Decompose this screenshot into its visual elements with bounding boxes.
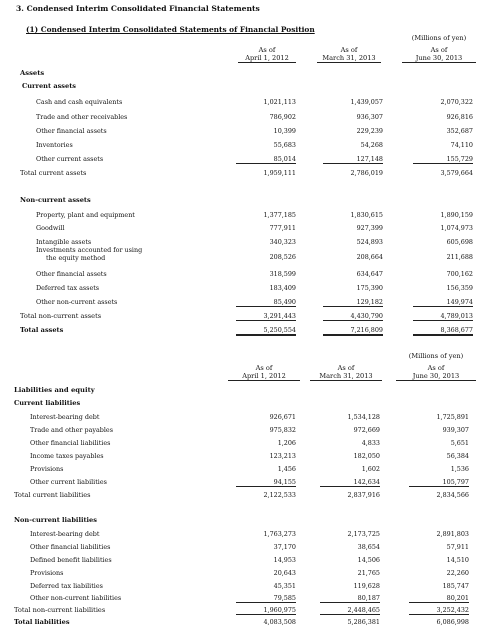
row-value: 927,399 xyxy=(356,224,383,232)
row-value: 211,688 xyxy=(446,253,473,261)
row-value: 85,014 xyxy=(236,155,296,164)
total-noncurrent-liabilities-value: 1,960,975 xyxy=(236,606,296,615)
unit-note-liabilities: (Millions of yen) xyxy=(408,352,464,360)
row-value: 4,833 xyxy=(361,439,380,447)
row-label: Deferred tax liabilities xyxy=(30,582,103,590)
column-header-april-2012: As of April 1, 2012 xyxy=(238,46,296,63)
row-value: 74,110 xyxy=(450,141,473,149)
row-value: 155,729 xyxy=(413,155,473,164)
row-value: 80,187 xyxy=(320,594,380,603)
column-header-june-2013: As of June 30, 2013 xyxy=(396,364,476,381)
column-header-march-2013: As of March 31, 2013 xyxy=(317,46,381,63)
liabilities-equity-heading: Liabilities and equity xyxy=(14,386,95,394)
row-value: 94,155 xyxy=(236,478,296,487)
total-current-assets-value: 1,959,111 xyxy=(263,169,296,177)
column-header-march-2013: As of March 31, 2013 xyxy=(310,364,382,381)
total-noncurrent-assets-label: Total non-current assets xyxy=(20,312,102,320)
unit-note: (Millions of yen) xyxy=(411,34,467,42)
row-value: 129,182 xyxy=(323,298,383,307)
total-assets-value: 5,250,554 xyxy=(236,326,296,336)
row-value: 123,213 xyxy=(269,452,296,460)
row-value: 79,585 xyxy=(236,594,296,603)
row-label: Property, plant and equipment xyxy=(36,211,135,219)
row-value: 156,359 xyxy=(446,284,473,292)
assets-heading: Assets xyxy=(20,69,45,77)
row-label: Defined benefit liabilities xyxy=(30,556,112,564)
row-value: 5,651 xyxy=(450,439,469,447)
total-current-liabilities-value: 2,122,533 xyxy=(263,491,296,499)
row-value: 318,599 xyxy=(269,270,296,278)
row-value: 975,832 xyxy=(269,426,296,434)
total-noncurrent-liabilities-label: Total non-current liabilities xyxy=(14,606,106,614)
row-label: Provisions xyxy=(30,569,64,577)
row-value: 352,687 xyxy=(446,127,473,135)
row-value: 1,377,185 xyxy=(263,211,296,219)
row-value: 1,890,159 xyxy=(440,211,473,219)
row-value: 1,456 xyxy=(277,465,296,473)
noncurrent-liabilities-heading: Non-current liabilities xyxy=(14,516,97,524)
column-header-june-2013: As of June 30, 2013 xyxy=(402,46,476,63)
total-assets-label: Total assets xyxy=(20,326,64,334)
row-label: Goodwill xyxy=(36,224,65,232)
noncurrent-assets-heading: Non-current assets xyxy=(20,196,91,204)
row-label: Other current assets xyxy=(36,155,104,163)
row-label: Other financial assets xyxy=(36,270,107,278)
row-value: 605,698 xyxy=(446,238,473,246)
total-liabilities-value: 4,083,508 xyxy=(263,618,296,626)
row-label: Other non-current liabilities xyxy=(30,594,122,602)
row-label-continued: the equity method xyxy=(46,254,106,262)
row-label: Inventories xyxy=(36,141,73,149)
row-value: 1,206 xyxy=(277,439,296,447)
row-value: 38,654 xyxy=(357,543,380,551)
row-value: 2,070,322 xyxy=(440,98,473,106)
row-label: Intangible assets xyxy=(36,238,92,246)
total-liabilities-label: Total liabilities xyxy=(14,618,70,626)
row-value: 208,526 xyxy=(269,253,296,261)
total-noncurrent-assets-value: 3,291,443 xyxy=(236,312,296,321)
current-liabilities-heading: Current liabilities xyxy=(14,399,81,407)
row-label: Other non-current assets xyxy=(36,298,118,306)
row-label: Deferred tax assets xyxy=(36,284,100,292)
row-value: 182,050 xyxy=(353,452,380,460)
total-current-assets-label: Total current assets xyxy=(20,169,87,177)
total-noncurrent-assets-value: 4,789,013 xyxy=(413,312,473,321)
row-value: 20,643 xyxy=(273,569,296,577)
row-value: 524,893 xyxy=(356,238,383,246)
total-noncurrent-liabilities-value: 2,448,465 xyxy=(320,606,380,615)
row-value: 175,390 xyxy=(356,284,383,292)
row-value: 926,816 xyxy=(446,113,473,121)
row-value: 634,647 xyxy=(356,270,383,278)
row-value: 1,439,057 xyxy=(350,98,383,106)
total-assets-value: 7,216,809 xyxy=(323,326,383,336)
row-value: 127,148 xyxy=(323,155,383,164)
row-value: 229,239 xyxy=(356,127,383,135)
row-value: 1,074,973 xyxy=(440,224,473,232)
row-label: Investments accounted for using xyxy=(36,246,143,254)
total-current-assets-value: 3,579,664 xyxy=(440,169,473,177)
row-value: 14,506 xyxy=(357,556,380,564)
section-title: 3. Condensed Interim Consolidated Financial Statements xyxy=(16,4,260,13)
row-value: 939,307 xyxy=(442,426,469,434)
row-value: 1,602 xyxy=(361,465,380,473)
row-label: Other current liabilities xyxy=(30,478,107,486)
total-current-liabilities-label: Total current liabilities xyxy=(14,491,91,499)
row-value: 2,173,725 xyxy=(347,530,380,538)
row-value: 183,409 xyxy=(269,284,296,292)
row-value: 45,351 xyxy=(273,582,296,590)
row-value: 1,725,891 xyxy=(436,413,469,421)
row-value: 936,307 xyxy=(356,113,383,121)
row-value: 105,797 xyxy=(409,478,469,487)
row-label: Income taxes payables xyxy=(30,452,104,460)
row-value: 340,323 xyxy=(269,238,296,246)
row-label: Trade and other receivables xyxy=(36,113,128,121)
row-label: Other financial liabilities xyxy=(30,543,111,551)
total-noncurrent-assets-value: 4,430,790 xyxy=(323,312,383,321)
row-value: 57,911 xyxy=(446,543,469,551)
row-value: 208,664 xyxy=(356,253,383,261)
row-value: 56,384 xyxy=(446,452,469,460)
row-value: 926,671 xyxy=(269,413,296,421)
row-value: 700,162 xyxy=(446,270,473,278)
row-value: 2,891,803 xyxy=(436,530,469,538)
row-value: 119,628 xyxy=(353,582,380,590)
row-label: Other financial assets xyxy=(36,127,107,135)
row-value: 85,490 xyxy=(236,298,296,307)
current-assets-heading: Current assets xyxy=(22,82,76,90)
row-value: 10,399 xyxy=(273,127,296,135)
row-label: Other financial liabilities xyxy=(30,439,111,447)
total-current-assets-value: 2,786,019 xyxy=(350,169,383,177)
row-value: 22,260 xyxy=(446,569,469,577)
total-liabilities-value: 6,086,998 xyxy=(436,618,469,626)
row-value: 1,021,113 xyxy=(263,98,296,106)
total-noncurrent-liabilities-value: 3,252,432 xyxy=(409,606,469,615)
row-value: 777,911 xyxy=(269,224,296,232)
column-header-april-2012: As of April 1, 2012 xyxy=(228,364,300,381)
row-value: 972,669 xyxy=(353,426,380,434)
row-value: 142,634 xyxy=(320,478,380,487)
row-value: 14,510 xyxy=(446,556,469,564)
row-label: Interest-bearing debt xyxy=(30,530,100,538)
row-label: Trade and other payables xyxy=(30,426,113,434)
row-value: 1,534,128 xyxy=(347,413,380,421)
row-value: 14,953 xyxy=(273,556,296,564)
row-value: 149,974 xyxy=(413,298,473,307)
row-value: 80,201 xyxy=(409,594,469,603)
row-value: 185,747 xyxy=(442,582,469,590)
subsection-title: (1) Condensed Interim Consolidated Statements of Financial Position xyxy=(26,25,315,34)
row-label: Interest-bearing debt xyxy=(30,413,100,421)
row-value: 54,268 xyxy=(360,141,383,149)
row-value: 1,536 xyxy=(450,465,469,473)
row-label: Cash and cash equivalents xyxy=(36,98,123,106)
total-current-liabilities-value: 2,837,916 xyxy=(347,491,380,499)
total-current-liabilities-value: 2,834,566 xyxy=(436,491,469,499)
row-value: 786,902 xyxy=(269,113,296,121)
row-value: 1,763,273 xyxy=(263,530,296,538)
row-value: 55,683 xyxy=(273,141,296,149)
row-value: 21,765 xyxy=(357,569,380,577)
row-label: Provisions xyxy=(30,465,64,473)
row-value: 1,830,615 xyxy=(350,211,383,219)
total-liabilities-value: 5,286,381 xyxy=(347,618,380,626)
row-value: 37,170 xyxy=(273,543,296,551)
total-assets-value: 8,368,677 xyxy=(413,326,473,336)
